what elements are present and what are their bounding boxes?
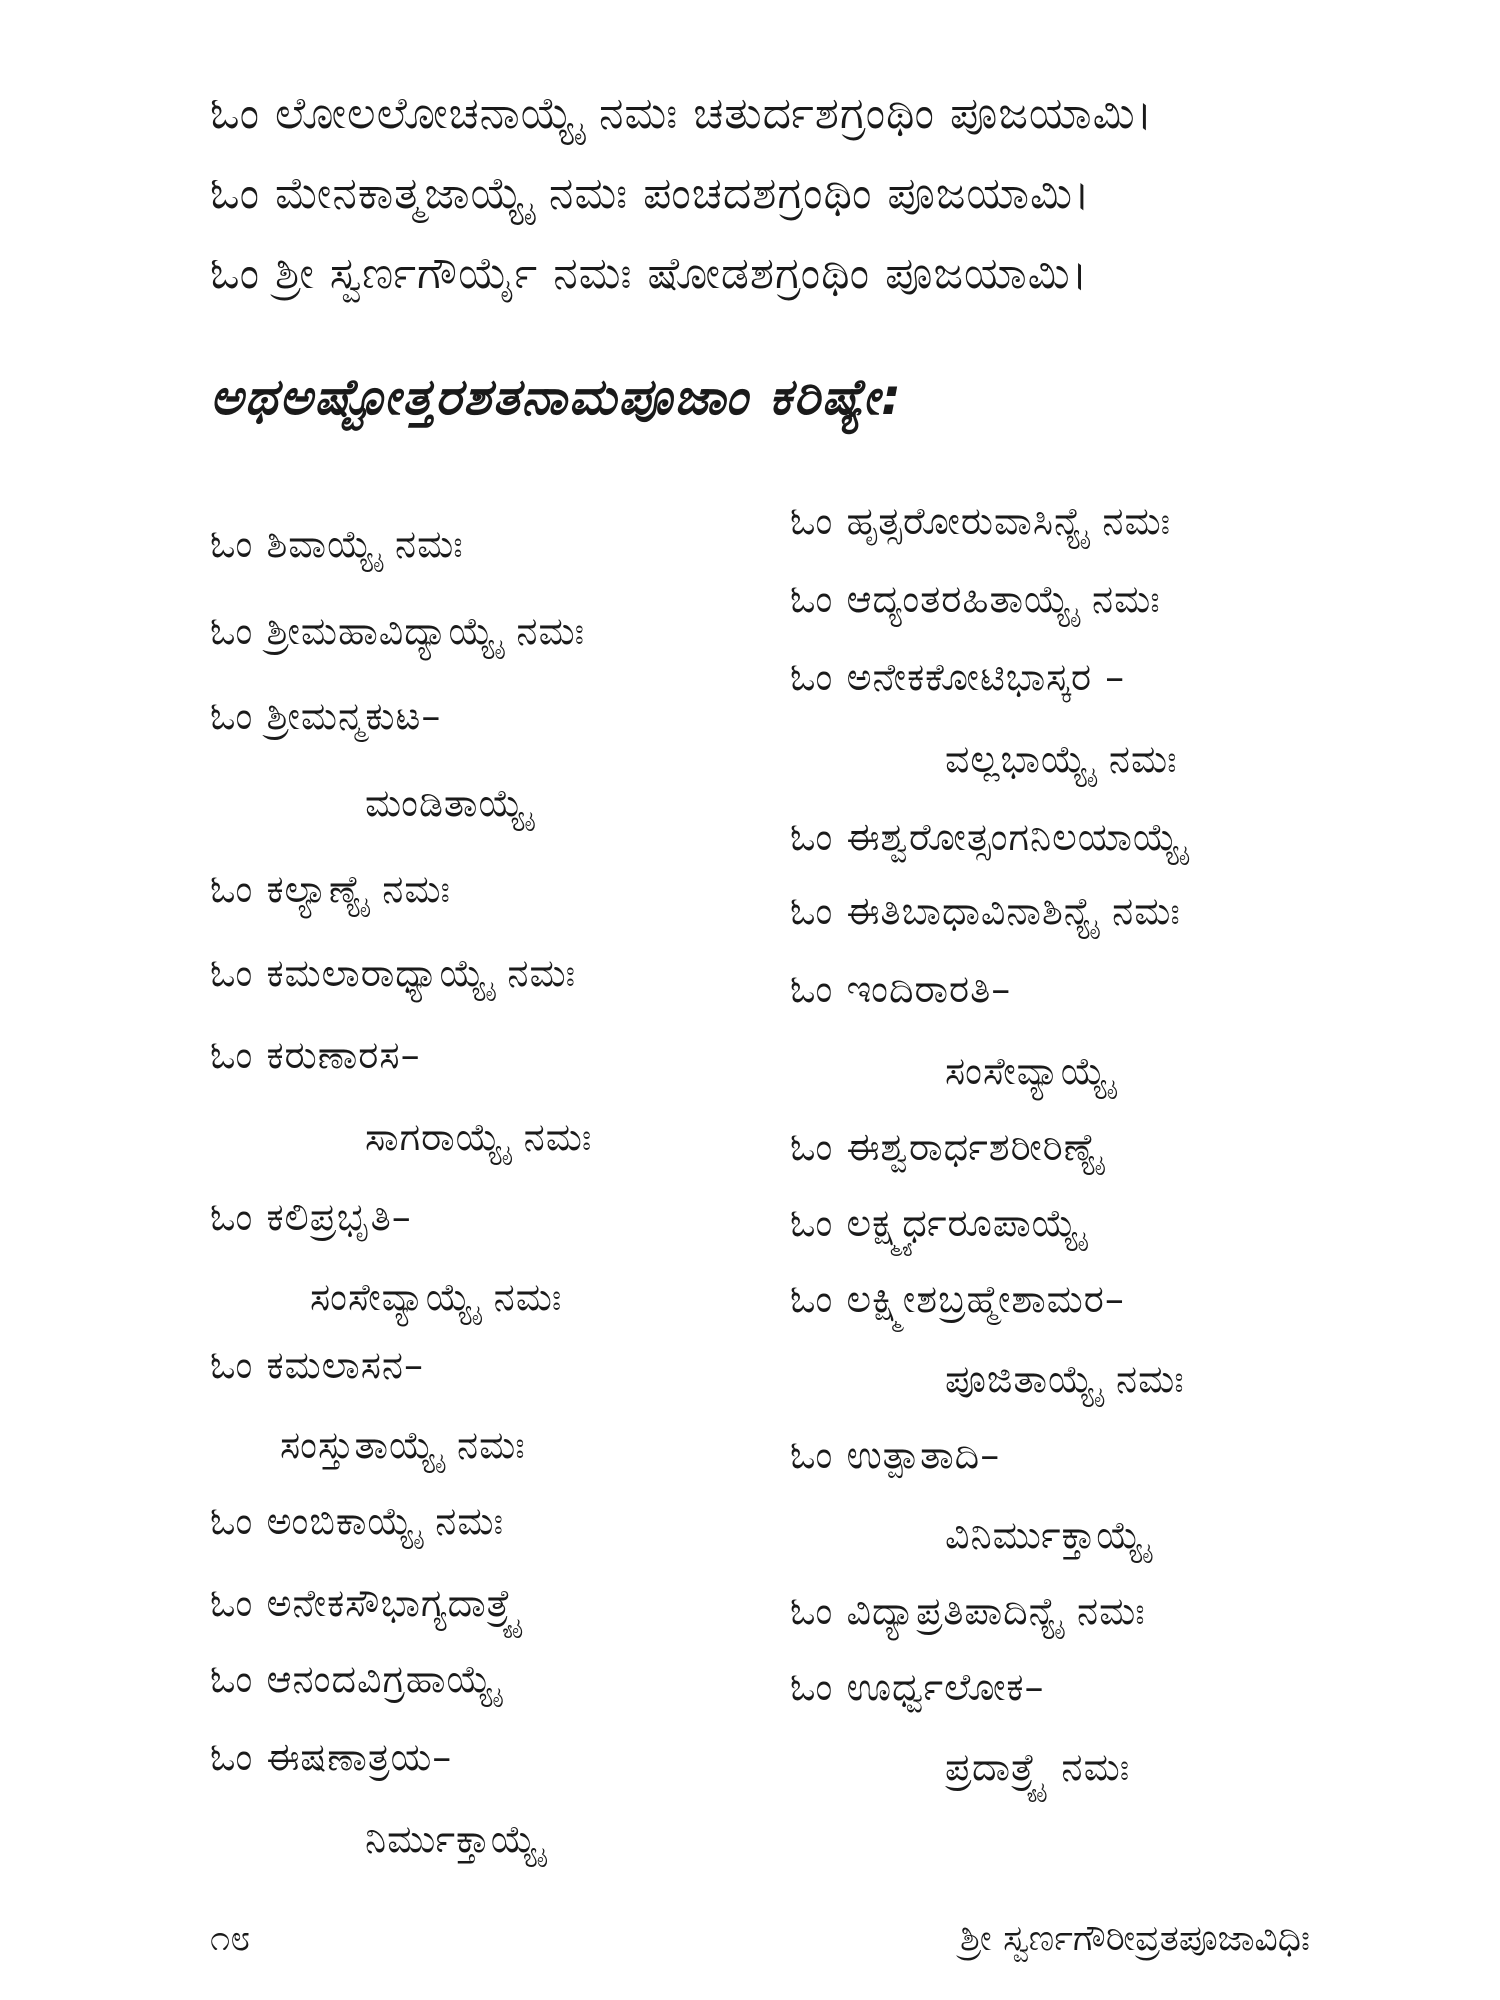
right-entry-3: ಓಂ ಅನೇಕಕೋಟಿಭಾಸ್ಕರ – [790, 655, 1126, 699]
top-line-1: ಓಂ ಲೋಲಲೋಚನಾಯ್ಯೈ ನಮಃ ಚತುರ್ದಶಗ್ರಂಥಿಂ ಪೂಜಯಾಮಿ। [210, 88, 1154, 139]
left-entry-8: ಓಂ ಕಮಲಾಸನ– [210, 1343, 425, 1387]
left-entry-1: ಓಂ ಶಿವಾಯ್ಯೈ ನಮಃ [210, 522, 464, 566]
right-entry-9-cont: ಪೂಜಿತಾಯ್ಯೈ ನಮಃ [945, 1357, 1185, 1401]
right-entry-3-cont: ವಲ್ಲಭಾಯ್ಯೈ ನಮಃ [945, 737, 1178, 781]
right-entry-6-cont: ಸಂಸೇವ್ಯಾಯ್ಯೈ [945, 1049, 1116, 1093]
left-entry-7-cont: ಸಂಸೇವ್ಯಾಯ್ಯೈ ನಮಃ [310, 1275, 563, 1319]
left-entry-2: ಓಂ ಶ್ರೀಮಹಾವಿದ್ಯಾಯ್ಯೈ ನಮಃ [210, 609, 586, 653]
right-entry-11: ಓಂ ವಿದ್ಯಾಪ್ರತಿಪಾದಿನ್ಯೈ ನಮಃ [790, 1589, 1146, 1633]
right-entry-12: ಓಂ ಊರ್ಧ್ವಲೋಕ– [790, 1665, 1045, 1709]
left-entry-5: ಓಂ ಕಮಲಾರಾಧ್ಯಾಯ್ಯೈ ನಮಃ [210, 951, 577, 995]
left-entry-12-cont: ನಿರ್ಮುಕ್ತಾಯ್ಯೈ [365, 1817, 546, 1861]
left-entry-12: ಓಂ ಈಷಣಾತ್ರಯ– [210, 1735, 453, 1779]
left-entry-6: ಓಂ ಕರುಣಾರಸ– [210, 1033, 421, 1077]
running-title: ಶ್ರೀ ಸ್ವರ್ಣಗೌರೀವ್ರತಪೂಜಾವಿಧಿಃ [960, 1918, 1310, 1959]
right-entry-7: ಓಂ ಈಶ್ವರಾರ್ಧಶರೀರಿಣ್ಯೈ [790, 1125, 1104, 1169]
right-entry-5: ಓಂ ಈತಿಬಾಧಾವಿನಾಶಿನ್ಯೈ ನಮಃ [790, 889, 1181, 933]
right-entry-4: ಓಂ ಈಶ್ವರೋತ್ಸಂಗನಿಲಯಾಯ್ಯೈ [790, 815, 1188, 859]
left-entry-3-cont: ಮಂಡಿತಾಯ್ಯೈ [365, 781, 534, 825]
right-entry-9: ಓಂ ಲಕ್ಷ್ಮೀಶಬ್ರಹ್ಮೇಶಾಮರ– [790, 1277, 1125, 1321]
left-entry-4: ಓಂ ಕಲ್ಯಾಣ್ಯೈ ನಮಃ [210, 867, 451, 911]
left-entry-10: ಓಂ ಅನೇಕಸೌಭಾಗ್ಯದಾತ್ರ್ಯೈ [210, 1581, 524, 1625]
right-entry-2: ಓಂ ಆದ್ಯಂತರಹಿತಾಯ್ಯೈ ನಮಃ [790, 577, 1161, 621]
right-entry-1: ಓಂ ಹೃತ್ಸರೋರುವಾಸಿನ್ಯೈ ನಮಃ [790, 499, 1172, 543]
left-entry-11: ಓಂ ಆನಂದವಿಗ್ರಹಾಯ್ಯೈ [210, 1657, 502, 1701]
right-entry-8: ಓಂ ಲಕ್ಷ್ಮ್ಯರ್ಧರೂಪಾಯ್ಯೈ [790, 1201, 1087, 1245]
right-entry-10-cont: ವಿನಿರ್ಮುಕ್ತಾಯ್ಯೈ [945, 1513, 1152, 1557]
right-entry-6: ಓಂ ಇಂದಿರಾರತಿ– [790, 967, 1012, 1011]
right-entry-12-cont: ಪ್ರದಾತ್ರ್ಯೈ ನಮಃ [945, 1745, 1131, 1789]
left-entry-9: ಓಂ ಅಂಬಿಕಾಯ್ಯೈ ನಮಃ [210, 1499, 505, 1543]
left-entry-6-cont: ಸಾಗರಾಯ್ಯೈ ನಮಃ [365, 1115, 593, 1159]
page-number: ೧೮ [210, 1918, 251, 1959]
left-entry-8-cont: ಸಂಸ್ತುತಾಯ್ಯೈ ನಮಃ [280, 1423, 526, 1467]
right-entry-10: ಓಂ ಉತ್ಪಾತಾದಿ– [790, 1433, 1001, 1477]
top-line-2: ಓಂ ಮೇನಕಾತ್ಮಜಾಯ್ಯೈ ನಮಃ ಪಂಚದಶಗ್ರಂಥಿಂ ಪೂಜಯಾಮಿ। [210, 168, 1091, 219]
left-entry-3: ಓಂ ಶ್ರೀಮನ್ಮಕುಟ– [210, 694, 442, 738]
left-entry-7: ಓಂ ಕಲಿಪ್ರಭೃತಿ– [210, 1195, 412, 1239]
top-line-3: ಓಂ ಶ್ರೀ ಸ್ವರ್ಣಗೌರ್ಯೈ ನಮಃ ಷೋಡಶಗ್ರಂಥಿಂ ಪೂಜಯಾಮಿ। [210, 248, 1089, 299]
section-heading: ಅಥಅಷ್ಟೋತ್ತರಶತನಾಮಪೂಜಾಂ ಕರಿಷ್ಯೇ: [210, 368, 904, 426]
